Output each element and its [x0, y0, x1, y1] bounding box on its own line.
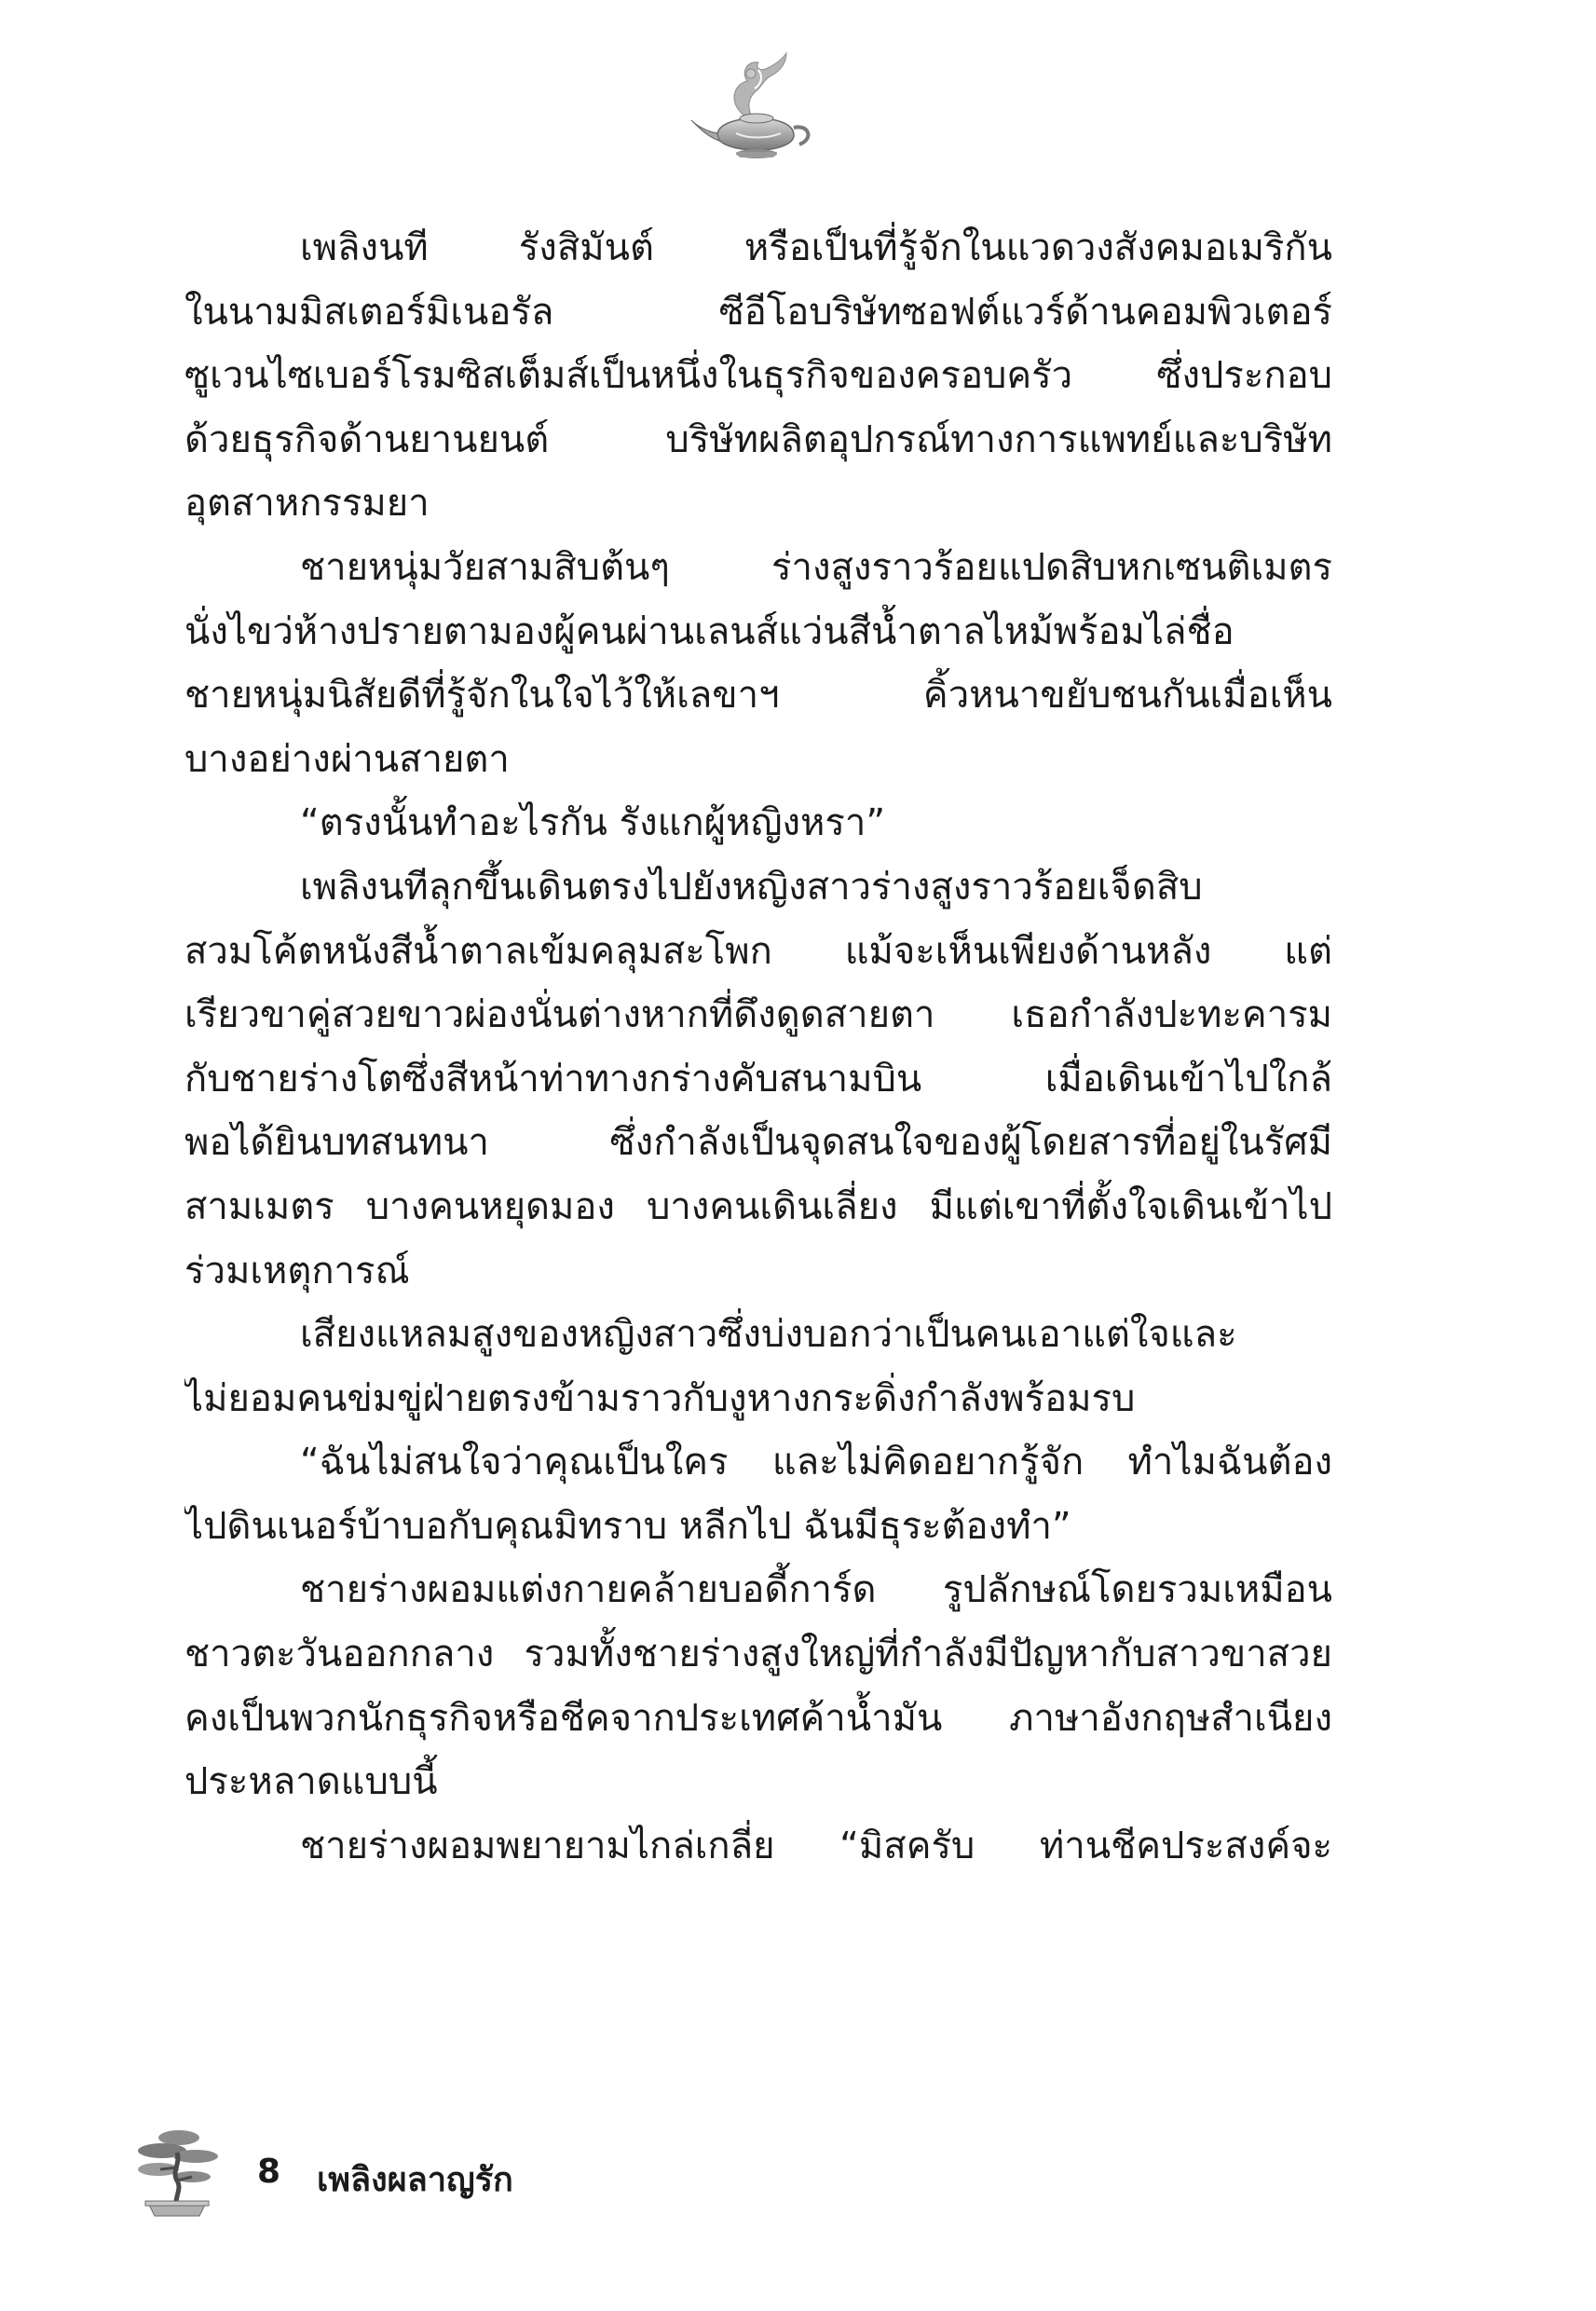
- text-line: ซูเวนไซเบอร์โรมซิสเต็มส์เป็นหนึ่งในธุรกิจของครอบครัว ซึ่งประกอบ: [184, 354, 1332, 398]
- text-line: กับชายร่างโตซึ่งสีหน้าท่าทางกร่างคับสนามบิน เมื่อเดินเข้าไปใกล้: [184, 1057, 1332, 1101]
- text-line: สามเมตร บางคนหยุดมอง บางคนเดินเลี่ยง มีแต่เขาที่ตั้งใจเดินเข้าไป: [184, 1184, 1332, 1228]
- text-line: สวมโค้ตหนังสีน้ำตาลเข้มคลุมสะโพก แม้จะเห็นเพียงด้านหลัง แต่: [184, 929, 1332, 973]
- text-line: ชาวตะวันออกกลาง รวมทั้งชายร่างสูงใหญ่ที่กำลังมีปัญหากับสาวขาสวย: [184, 1633, 1332, 1676]
- text-line: ชายร่างผอมพยายามไกล่เกลี่ย “มิสครับ ท่านชีคประสงค์จะ: [300, 1824, 1332, 1867]
- text-line: พอได้ยินบทสนทนา ซึ่งกำลังเป็นจุดสนใจของผู้โดยสารที่อยู่ในรัศมี: [184, 1121, 1332, 1165]
- page-number: 8: [257, 2153, 281, 2191]
- paragraph: [184, 1430, 1332, 1558]
- text-line: บางอย่างผ่านสายตา: [184, 737, 510, 781]
- text-line: ไม่ยอมคนข่มขู่ฝ่ายตรงข้ามราวกับงูหางกระดิ่งกำลังพร้อมรบ: [184, 1376, 1136, 1420]
- paragraph: [184, 536, 1332, 791]
- book-title: เพลิงผลาญรัก: [317, 2161, 513, 2199]
- bonsai-tree-icon: [130, 2125, 224, 2218]
- text-line: ในนามมิสเตอร์มิเนอรัล ซีอีโอบริษัทซอฟต์แวร์ด้านคอมพิวเตอร์: [184, 290, 1332, 334]
- paragraph: [184, 791, 1332, 855]
- body-text: [184, 216, 1332, 1878]
- text-line: เพลิงนทีลุกขึ้นเดินตรงไปยังหญิงสาวร่างสูงราวร้อยเจ็ดสิบ: [300, 865, 1203, 909]
- text-line: ประหลาดแบบนี้: [184, 1760, 438, 1804]
- paragraph: [184, 1303, 1332, 1430]
- paragraph: [184, 1558, 1332, 1813]
- text-line: ชายหนุ่มวัยสามสิบต้นๆ ร่างสูงราวร้อยแปดสิบหกเซนติเมตร: [300, 545, 1332, 589]
- text-line: “ตรงนั้นทำอะไรกัน รังแกผู้หญิงหรา”: [300, 801, 886, 845]
- text-line: อุตสาหกรรมยา: [184, 482, 430, 526]
- text-line: เพลิงนที รังสิมันต์ หรือเป็นที่รู้จักในแวดวงสังคมอเมริกัน: [300, 226, 1332, 269]
- text-line: เรียวขาคู่สวยขาวผ่องนั่นต่างหากที่ดึงดูดสายตา เธอกำลังปะทะคารม: [184, 993, 1332, 1037]
- paragraph: [184, 216, 1332, 536]
- paragraph: [184, 1814, 1332, 1879]
- text-line: นั่งไขว่ห้างปรายตามองผู้คนผ่านเลนส์แว่นสีน้ำตาลไหม้พร้อมไล่ชื่อ: [184, 609, 1235, 653]
- text-line: ชายหนุ่มนิสัยดีที่รู้จักในใจไว้ให้เลขาฯ คิ้วหนาขยับชนกันเมื่อเห็น: [184, 674, 1332, 718]
- text-line: ไปดินเนอร์บ้าบอกับคุณมิทราบ หลีกไป ฉันมีธุระต้องทำ”: [184, 1504, 1071, 1548]
- text-line: เสียงแหลมสูงของหญิงสาวซึ่งบ่งบอกว่าเป็นคนเอาแต่ใจและ: [300, 1313, 1237, 1357]
- page-footer: [130, 2125, 689, 2227]
- text-line: คงเป็นพวกนักธุรกิจหรือชีคจากประเทศค้าน้ำมัน ภาษาอังกฤษสำเนียง: [184, 1696, 1332, 1740]
- text-line: “ฉันไม่สนใจว่าคุณเป็นใคร และไม่คิดอยากรู้จัก ทำไมฉันต้อง: [300, 1441, 1332, 1484]
- genie-lamp-icon: [689, 51, 820, 163]
- text-line: ด้วยธุรกิจด้านยานยนต์ บริษัทผลิตอุปกรณ์ทางการแพทย์และบริษัท: [184, 417, 1332, 461]
- text-line: ชายร่างผอมแต่งกายคล้ายบอดี้การ์ด รูปลักษณ์โดยรวมเหมือน: [300, 1568, 1332, 1612]
- text-line: ร่วมเหตุการณ์: [184, 1249, 410, 1292]
- paragraph: [184, 855, 1332, 1303]
